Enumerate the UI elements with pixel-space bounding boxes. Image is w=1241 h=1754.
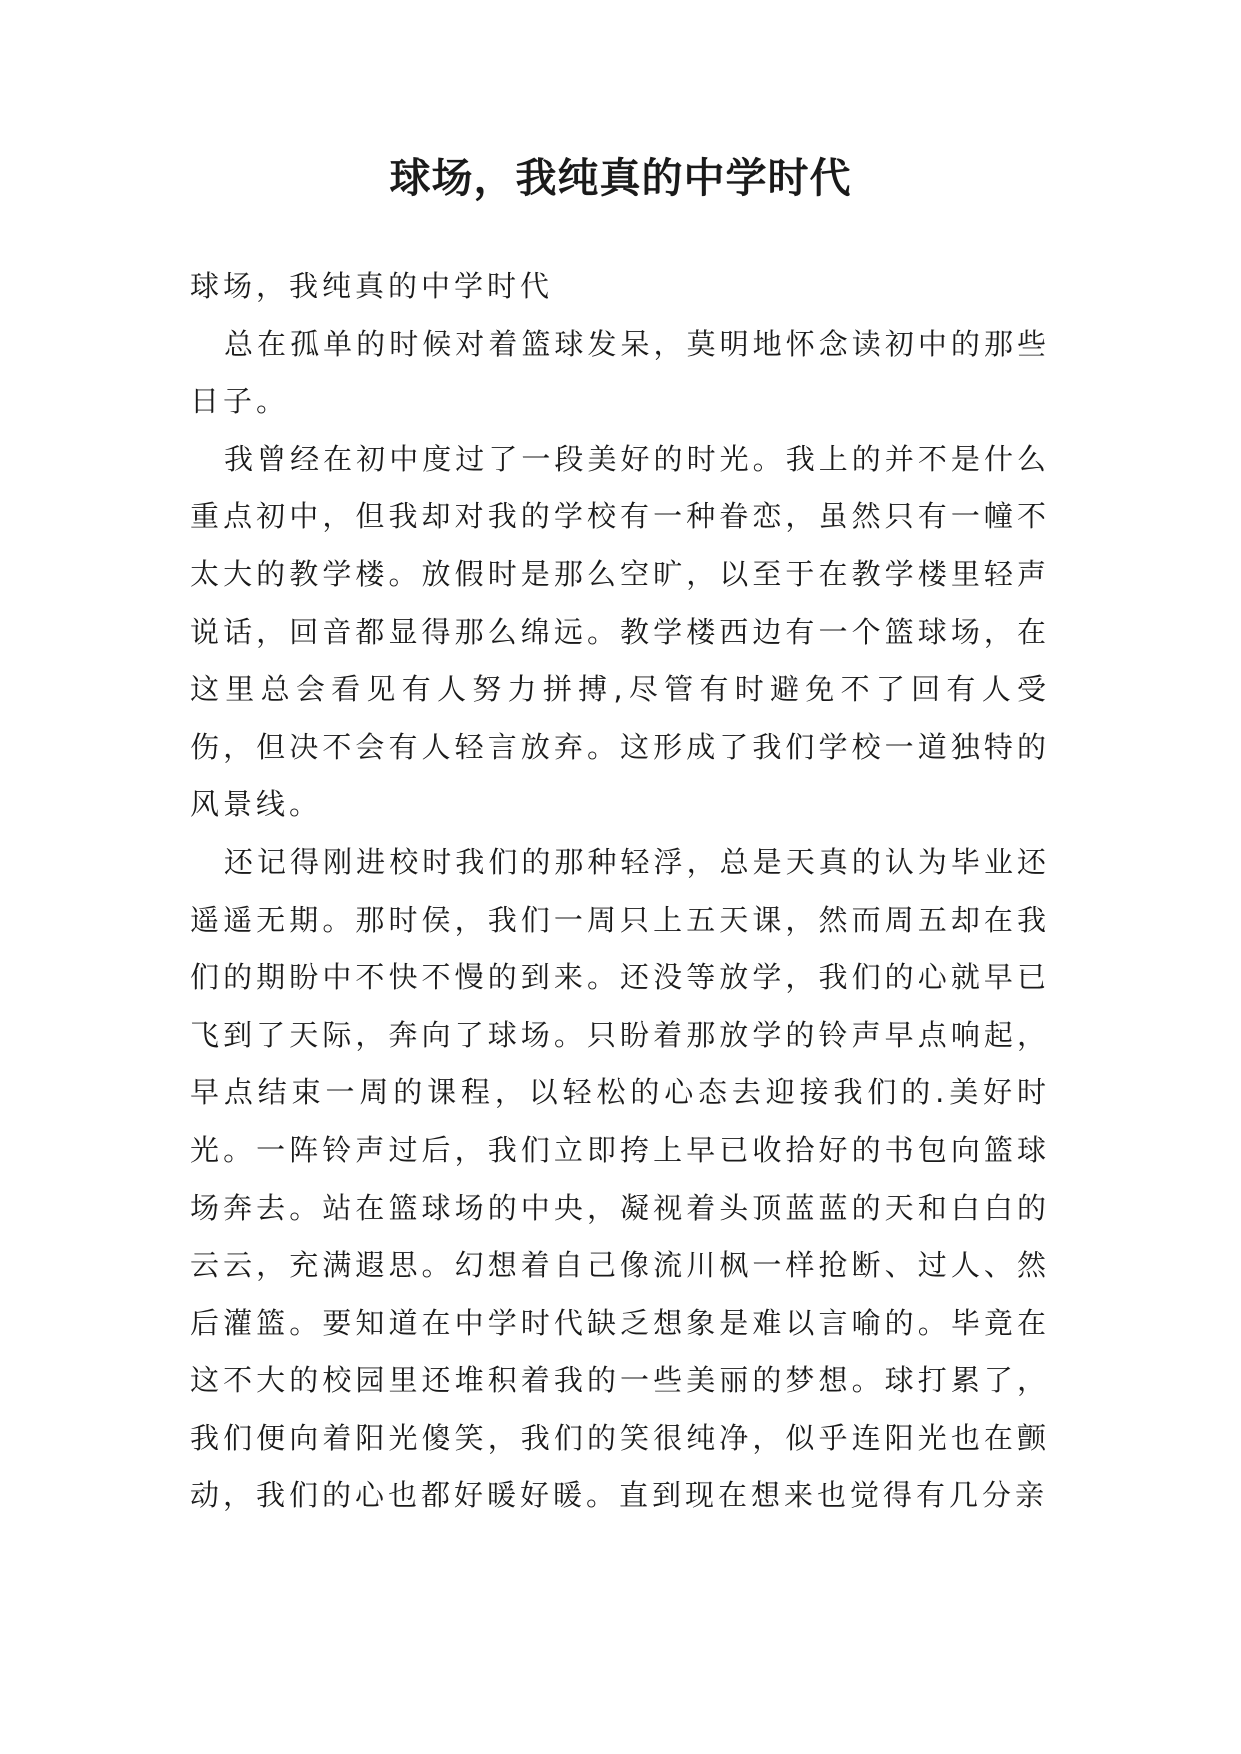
document-body: [190, 258, 1050, 1525]
subtitle-paragraph: 球场，我纯真的中学时代: [190, 269, 554, 303]
body-paragraph: 我曾经在初中度过了一段美好的时光。我上的并不是什么重点初中，但我却对我的学校有一种眷恋，虽然只有一幢不太大的教学楼。放假时是那么空旷，以至于在教学楼里轻声说话，回音都显得那么绵远。教学楼西边有一个篮球场，在这里总会看见有人努力拼搏,尽管有时避免不了回有人受伤，但决不会有人轻言放弃。这形成了我们学校一道独特的风景线。: [190, 441, 1050, 822]
body-paragraph: 还记得刚进校时我们的那种轻浮，总是天真的认为毕业还遥遥无期。那时侯，我们一周只上五天课，然而周五却在我们的期盼中不快不慢的到来。还没等放学，我们的心就早已飞到了天际，奔向了球场。只盼着那放学的铃声早点响起，早点结束一周的课程，以轻松的心态去迎接我们的.美好时光。一阵铃声过后，我们立即挎上早已收拾好的书包向篮球场奔去。站在篮球场的中央，凝视着头顶蓝蓝的天和白白的云云，充满遐思。幻想着自己像流川枫一样抢断、过人、然后灌篮。要知道在中学时代缺乏想象是难以言喻的。毕竟在这不大的校园里还堆积着我的一些美丽的梦想。球打累了，我们便向着阳光傻笑，我们的笑很纯净，似乎连阳光也在颤动，我们的心也都好暖好暖。直到现在想来也觉得有几分亲: [190, 844, 1050, 1513]
page-title: 球场，我纯真的中学时代: [389, 154, 852, 202]
body-paragraph: 总在孤单的时候对着篮球发呆，莫明地怀念读初中的那些日子。: [190, 326, 1050, 419]
